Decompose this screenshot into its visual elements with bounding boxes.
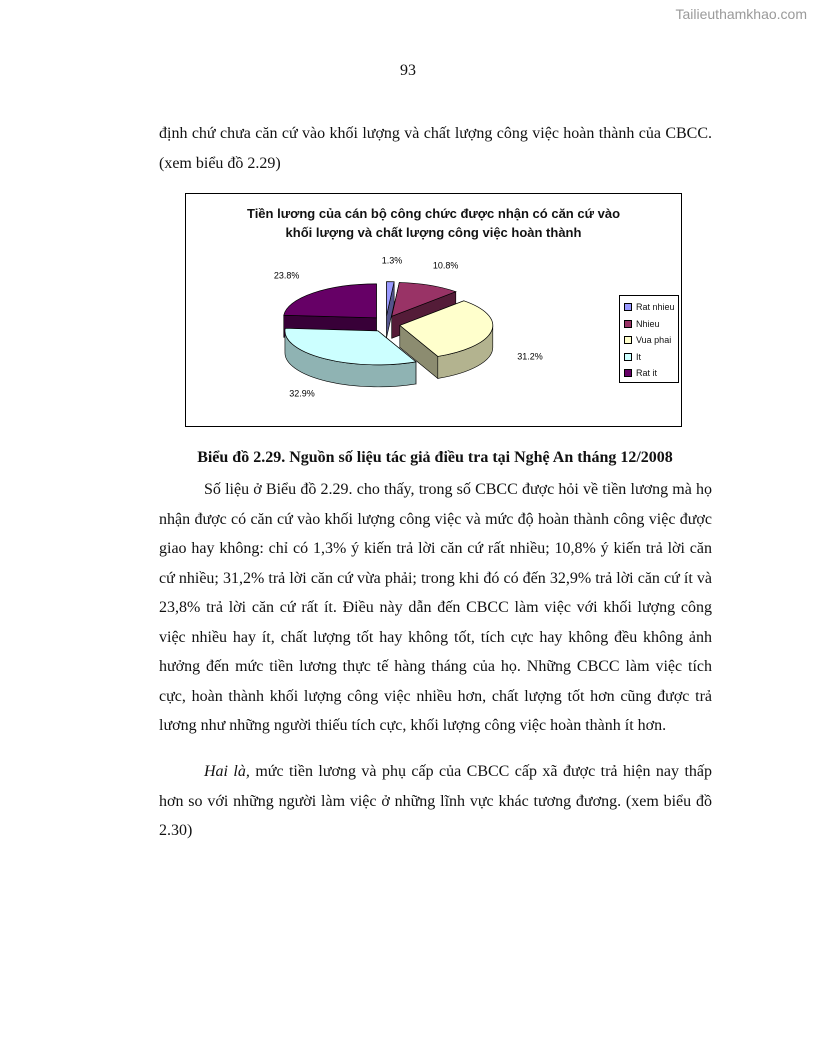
pie-slice-rat-it [284, 284, 377, 318]
pie-data-label: 10.8% [432, 260, 459, 271]
legend-label: Vua phai [636, 335, 672, 346]
chart-title-line1: Tiền lương của cán bộ công chức được nhận có căn cứ vào [246, 206, 621, 221]
chart-legend [619, 295, 679, 383]
chart-caption: Biểu đồ 2.29. Nguồn số liệu tác giả điều tra tại Nghệ An tháng 12/2008 [197, 449, 673, 466]
legend-item [624, 332, 678, 349]
legend-label: Rat nhieu [636, 302, 675, 313]
intro-paragraph: định chứ chưa căn cứ vào khối lượng và chất lượng công việc hoàn thành của CBCC. (xem biểu đồ 2.29) [159, 125, 712, 172]
legend-label: Rat it [636, 368, 658, 379]
page-number: 93 [400, 62, 416, 79]
legend-swatch [624, 320, 632, 328]
legend-swatch [624, 369, 632, 377]
pie-data-label: 23.8% [273, 270, 300, 281]
para2-lead: Hai là, [204, 763, 250, 780]
legend-item [624, 299, 678, 316]
legend-label: It [636, 351, 642, 362]
pie-plot [186, 194, 681, 426]
legend-swatch [624, 303, 632, 311]
pie-data-label: 1.3% [381, 255, 403, 266]
legend-swatch [624, 336, 632, 344]
legend-swatch [624, 353, 632, 361]
pie-chart [185, 193, 682, 427]
body-paragraph-1: Số liệu ở Biểu đồ 2.29. cho thấy, trong số CBCC được hỏi về tiền lương mà họ nhận được có căn cứ vào khối lượng công việc và mức độ hoàn thành công việc được giao hay không: chỉ có 1,3% ý kiến trả lời căn cứ rất nhiều; 10,8% ý kiến trả lời căn cứ nhiều; 31,2% trả lời căn cứ vừa phải; trong khi đó có đến 32,9% trả lời căn cứ ít và 23,8% trả lời căn cứ rất ít. Điều này dẫn đến CBCC làm việc với khối lượng công việc nhiều hay ít, chất lượng tốt hay không tốt, tích cực hay không đều không ảnh hưởng đến mức tiền lương thực tế hàng tháng của họ. Những CBCC làm việc tích cực, hoàn thành khối lượng công việc nhiều hơn, chất lượng tốt hơn cũng được trả lương như những người thiếu tích cực, khối lượng công việc hoàn thành ít hơn. [159, 481, 712, 734]
legend-item [624, 316, 678, 333]
pie-data-label: 31.2% [517, 351, 543, 362]
legend-item [624, 349, 678, 366]
pie-data-label: 32.9% [289, 388, 315, 399]
legend-label: Nhieu [636, 318, 660, 329]
chart-title-line2: khối lượng và chất lượng công việc hoàn thành [285, 225, 582, 240]
body-paragraph-2 [159, 757, 712, 846]
watermark: Tailieuthamkhao.com [675, 6, 807, 22]
legend-item [624, 365, 678, 382]
para2-rest: mức tiền lương và phụ cấp của CBCC cấp xã được trả hiện nay thấp hơn so với những người làm việc ở những lĩnh vực khác tương đương. (xem biểu đồ 2.30) [159, 763, 713, 839]
